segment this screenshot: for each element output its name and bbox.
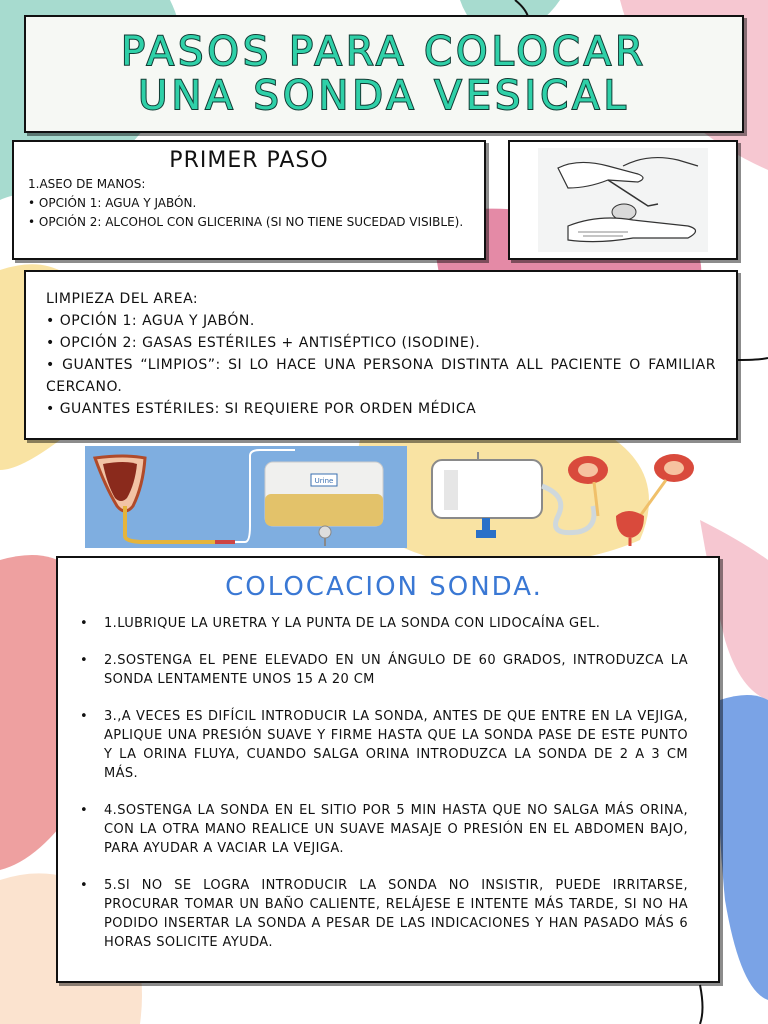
title-banner: [24, 15, 744, 133]
cleaning-line: • GUANTES “LIMPIOS”: SI LO HACE UNA PERSONA DISTINTA ALL PACIENTE O FAMILIAR CERCANO.: [46, 357, 716, 395]
area-cleaning-card: [24, 270, 738, 440]
bullet-icon: •: [80, 709, 88, 724]
title-line-2: UNA SONDA VESICAL: [138, 73, 630, 119]
first-step-line: 1.ASEO DE MANOS:: [28, 177, 146, 191]
placement-step-text: 4.SOSTENGA LA SONDA EN EL SITIO POR 5 MIN HASTA QUE NO SALGA MÁS ORINA, CON LA OTRA MANO REALICE UN SUAVE MASAJE O PRESIÓN EN EL ABDOMEN BAJO, PARA AYUDAR A VACIAR LA VEJIGA.: [104, 803, 688, 856]
bullet-icon: •: [80, 616, 88, 631]
first-step-heading: PRIMER PASO: [169, 148, 329, 173]
bullet-icon: •: [80, 653, 88, 668]
bullet-icon: •: [80, 803, 88, 818]
placement-step-text: 3.,A VECES ES DIFÍCIL INTRODUCIR LA SONDA, ANTES DE QUE ENTRE EN LA VEJIGA, APLIQUE UNA PRESIÓN SUAVE Y FIRME HASTA QUE LA SONDA PASE DE ESTE PUNTO Y LA ORINA FLUYA, CUANDO SALGA ORINA INTRODUZCA LA SONDA DE 2 A 3 CM MÁS.: [104, 709, 688, 781]
gloved-hands-catheter-illustration: [538, 148, 708, 252]
first-step-line: • OPCIÓN 2: ALCOHOL CON GLICERINA (SI NO TIENE SUCEDAD VISIBLE).: [28, 215, 464, 229]
placement-list-item: [80, 651, 688, 689]
catheter-hands-illustration-card: [508, 140, 738, 260]
catheter-placement-card: [56, 556, 720, 983]
placement-list-item: [80, 876, 688, 952]
placement-step-text: 1.LUBRIQUE LA URETRA Y LA PUNTA DE LA SONDA CON LIDOCAÍNA GEL.: [104, 616, 601, 631]
first-step-line: • OPCIÓN 1: AGUA Y JABÓN.: [28, 196, 197, 210]
cleaning-line: • GUANTES ESTÉRILES: SI REQUIERE POR ORDEN MÉDICA: [46, 401, 477, 417]
placement-step-text: 5.SI NO SE LOGRA INTRODUCIR LA SONDA NO INSISTIR, PUEDE IRRITARSE, PROCURAR TOMAR UN BAÑO CALIENTE, RELÁJESE E INTENTE MÁS TARDE, SI NO HA PODIDO INSERTAR LA SONDA A PESAR DE LAS INDICACIONES Y HAN PASADO MÁS 6 HORAS SOLICITE AYUDA.: [104, 878, 688, 950]
catheter-bag-kidneys-illustration: [418, 446, 718, 548]
placement-list-item: [80, 614, 688, 633]
placement-list-item: [80, 801, 688, 858]
blue-blob: [718, 695, 768, 1000]
bullet-icon: •: [80, 878, 88, 893]
curve-line-right: [738, 358, 768, 360]
bladder-urine-bag-illustration: [85, 446, 407, 548]
curve-line-bottom: [700, 985, 703, 1024]
cleaning-line: LIMPIEZA DEL AREA:: [46, 291, 199, 307]
cleaning-line: • OPCIÓN 2: GASAS ESTÉRILES + ANTISÉPTICO (ISODINE).: [46, 335, 481, 351]
placement-step-text: 2.SOSTENGA EL PENE ELEVADO EN UN ÁNGULO DE 60 GRADOS, INTRODUZCA LA SONDA LENTAMENTE UNOS 15 A 20 CM: [104, 653, 688, 687]
placement-list-item: [80, 707, 688, 783]
urine-bag-label: Urine: [314, 477, 334, 485]
placement-heading: COLOCACION SONDA.: [225, 572, 543, 602]
cleaning-line: • OPCIÓN 1: AGUA Y JABÓN.: [46, 313, 255, 329]
first-step-card: [12, 140, 486, 260]
title-line-1: PASOS PARA COLOCAR: [121, 29, 647, 75]
